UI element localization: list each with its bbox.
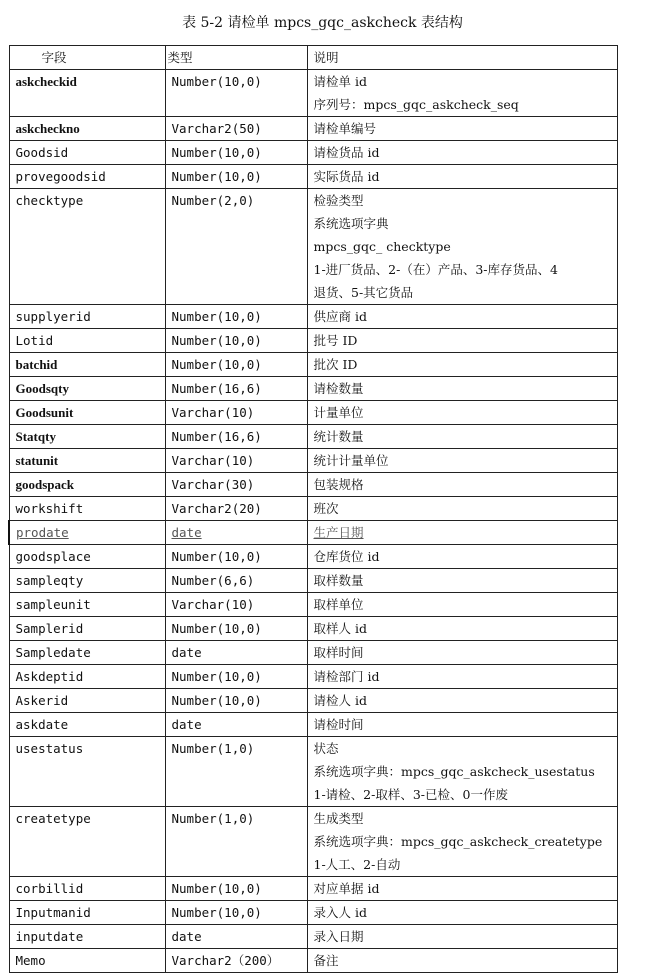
field-name-cell: Goodsunit: [9, 401, 165, 425]
field-description-cell: [307, 545, 617, 569]
field-name-cell: prodate: [9, 521, 165, 545]
table-row: [9, 877, 617, 901]
field-name-cell: goodsplace: [9, 545, 165, 569]
field-type-cell: Number(10,0): [165, 353, 307, 377]
field-type-cell: Number(16,6): [165, 377, 307, 401]
header-type: 类型: [165, 46, 307, 70]
field-type-cell: Varchar2(20): [165, 497, 307, 521]
field-name-cell: goodspack: [9, 473, 165, 497]
description-line: 仓库货位 id: [313, 549, 380, 564]
table-row: [9, 593, 617, 617]
description-line: 1-进厂货品、2-（在）产品、3-库存货品、4: [313, 262, 558, 277]
table-row: [9, 449, 617, 473]
field-description-cell: [307, 329, 617, 353]
field-type-cell: date: [165, 713, 307, 737]
table-row: [9, 617, 617, 641]
table-row: [9, 117, 617, 141]
field-type-cell: Number(10,0): [165, 545, 307, 569]
table-row: [9, 925, 617, 949]
field-description-cell: [307, 569, 617, 593]
table-row: [9, 353, 617, 377]
field-type-cell: Number(10,0): [165, 141, 307, 165]
table-row: [9, 473, 617, 497]
field-name-cell: askcheckno: [9, 117, 165, 141]
description-line: 取样人 id: [313, 621, 367, 636]
field-name-cell: Statqty: [9, 425, 165, 449]
field-description-cell: [307, 877, 617, 901]
field-name-cell: sampleqty: [9, 569, 165, 593]
field-description-cell: [307, 401, 617, 425]
field-type-cell: Varchar(10): [165, 593, 307, 617]
field-description-cell: [307, 665, 617, 689]
table-row: [9, 377, 617, 401]
field-description-cell: [307, 807, 617, 877]
field-type-cell: Number(16,6): [165, 425, 307, 449]
field-description-cell: [307, 189, 617, 305]
table-row: [9, 713, 617, 737]
description-line: 取样数量: [313, 573, 364, 588]
field-type-cell: Number(6,6): [165, 569, 307, 593]
table-row: [9, 189, 617, 305]
description-line: 系统选项字典: [313, 216, 389, 231]
field-description-cell: [307, 689, 617, 713]
field-name-cell: Lotid: [9, 329, 165, 353]
table-row: [9, 165, 617, 189]
table-body: [9, 70, 617, 973]
description-line: 实际货品 id: [313, 169, 380, 184]
description-line: 1-人工、2-自动: [313, 857, 401, 872]
field-type-cell: Varchar2（200）: [165, 949, 307, 973]
field-description-cell: [307, 949, 617, 973]
description-line: 请检人 id: [313, 693, 367, 708]
table-row: [9, 141, 617, 165]
header-description: 说明: [307, 46, 617, 70]
table-row: [9, 641, 617, 665]
table-row: [9, 70, 617, 117]
field-type-cell: Number(1,0): [165, 807, 307, 877]
field-description-cell: [307, 617, 617, 641]
description-line: 取样时间: [313, 645, 364, 660]
field-description-cell: [307, 901, 617, 925]
field-description-cell: [307, 925, 617, 949]
field-name-cell: workshift: [9, 497, 165, 521]
field-name-cell: checktype: [9, 189, 165, 305]
field-description-cell: [307, 141, 617, 165]
field-type-cell: Number(2,0): [165, 189, 307, 305]
description-line: 生产日期: [313, 525, 364, 540]
description-line: 请检单编号: [313, 121, 377, 136]
field-type-cell: Number(10,0): [165, 901, 307, 925]
description-line: 供应商 id: [313, 309, 367, 324]
description-line: 批号 ID: [313, 333, 358, 348]
table-header-row: [9, 46, 617, 70]
field-name-cell: Inputmanid: [9, 901, 165, 925]
table-row: [9, 425, 617, 449]
field-description-cell: [307, 713, 617, 737]
field-name-cell: Goodsqty: [9, 377, 165, 401]
description-line: 统计数量: [313, 429, 364, 444]
field-name-cell: Sampledate: [9, 641, 165, 665]
header-field: 字段: [9, 46, 165, 70]
field-type-cell: Number(1,0): [165, 737, 307, 807]
schema-table: [8, 45, 618, 973]
field-name-cell: Memo: [9, 949, 165, 973]
table-row: [9, 665, 617, 689]
field-name-cell: corbillid: [9, 877, 165, 901]
field-name-cell: Askdeptid: [9, 665, 165, 689]
field-name-cell: askcheckid: [9, 70, 165, 117]
field-description-cell: [307, 117, 617, 141]
table-row: [9, 497, 617, 521]
description-line: 批次 ID: [313, 357, 358, 372]
description-line: mpcs_gqc_ checktype: [313, 239, 451, 254]
field-name-cell: askdate: [9, 713, 165, 737]
field-type-cell: Number(10,0): [165, 665, 307, 689]
field-type-cell: Number(10,0): [165, 877, 307, 901]
table-row: [9, 545, 617, 569]
description-line: 计量单位: [313, 405, 364, 420]
table-caption: 表 5-2 请检单 mpcs_gqc_askcheck 表结构: [182, 15, 463, 31]
description-line: 请检部门 id: [313, 669, 380, 684]
table-row: [9, 901, 617, 925]
field-description-cell: [307, 425, 617, 449]
field-type-cell: Number(10,0): [165, 617, 307, 641]
field-type-cell: date: [165, 521, 307, 545]
description-line: 取样单位: [313, 597, 364, 612]
field-description-cell: [307, 70, 617, 117]
field-description-cell: [307, 641, 617, 665]
field-name-cell: Goodsid: [9, 141, 165, 165]
description-line: 班次: [313, 501, 339, 516]
field-type-cell: Number(10,0): [165, 305, 307, 329]
description-line: 备注: [313, 953, 339, 968]
description-line: 包装规格: [313, 477, 364, 492]
description-line: 生成类型: [313, 811, 364, 826]
table-row: [9, 689, 617, 713]
field-name-cell: createtype: [9, 807, 165, 877]
field-description-cell: [307, 737, 617, 807]
description-line: 系统选项字典：mpcs_gqc_askcheck_usestatus: [313, 764, 595, 779]
description-line: 请检数量: [313, 381, 364, 396]
description-line: 录入日期: [313, 929, 364, 944]
description-line: 序列号：mpcs_gqc_askcheck_seq: [313, 97, 519, 112]
field-name-cell: Askerid: [9, 689, 165, 713]
description-line: 对应单据 id: [313, 881, 380, 896]
field-name-cell: supplyerid: [9, 305, 165, 329]
field-type-cell: Number(10,0): [165, 70, 307, 117]
field-type-cell: Number(10,0): [165, 689, 307, 713]
description-line: 检验类型: [313, 193, 364, 208]
field-type-cell: Varchar2(50): [165, 117, 307, 141]
table-row: [9, 401, 617, 425]
description-line: 请检时间: [313, 717, 364, 732]
field-description-cell: [307, 377, 617, 401]
table-row: [9, 949, 617, 973]
table-row: [9, 305, 617, 329]
field-type-cell: Varchar(10): [165, 401, 307, 425]
field-type-cell: date: [165, 641, 307, 665]
field-name-cell: sampleunit: [9, 593, 165, 617]
table-row: [9, 807, 617, 877]
table-row: [9, 737, 617, 807]
field-name-cell: batchid: [9, 353, 165, 377]
field-description-cell: [307, 353, 617, 377]
field-description-cell: [307, 449, 617, 473]
description-line: 退货、5-其它货品: [313, 285, 414, 300]
field-type-cell: Number(10,0): [165, 165, 307, 189]
description-line: 系统选项字典：mpcs_gqc_askcheck_createtype: [313, 834, 603, 849]
field-description-cell: [307, 521, 617, 545]
description-line: 1-请检、2-取样、3-已检、0一作废: [313, 787, 508, 802]
table-row: [9, 569, 617, 593]
field-description-cell: [307, 165, 617, 189]
field-description-cell: [307, 497, 617, 521]
field-name-cell: Samplerid: [9, 617, 165, 641]
field-name-cell: usestatus: [9, 737, 165, 807]
description-line: 录入人 id: [313, 905, 367, 920]
field-type-cell: date: [165, 925, 307, 949]
field-name-cell: statunit: [9, 449, 165, 473]
field-type-cell: Number(10,0): [165, 329, 307, 353]
field-name-cell: provegoodsid: [9, 165, 165, 189]
description-line: 状态: [313, 741, 339, 756]
field-description-cell: [307, 593, 617, 617]
description-line: 请检单 id: [313, 74, 367, 89]
description-line: 统计计量单位: [313, 453, 389, 468]
table-row: [9, 521, 617, 545]
field-description-cell: [307, 305, 617, 329]
field-type-cell: Varchar(30): [165, 473, 307, 497]
field-description-cell: [307, 473, 617, 497]
table-row: [9, 329, 617, 353]
description-line: 请检货品 id: [313, 145, 380, 160]
field-name-cell: inputdate: [9, 925, 165, 949]
field-type-cell: Varchar(10): [165, 449, 307, 473]
